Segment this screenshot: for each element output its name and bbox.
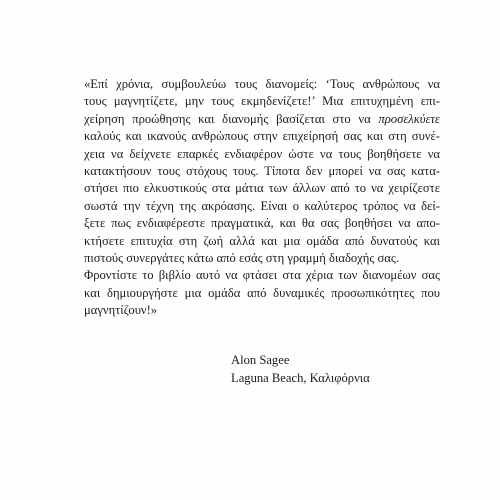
quote-line: και δημιουργήστε μια ομάδα από δυναμικές προσωπικότητες που xyxy=(84,285,440,300)
quote-line: σωστά την τέχνη της ακρόασης. Είναι ο καλύτερος τρόπος να δεί- xyxy=(84,198,440,213)
author-location: Laguna Beach, Καλιφόρνια xyxy=(231,371,370,385)
quote-line: «Επί χρόνια, συμβουλεύω τους διανομείς: ‘Τους ανθρώπους να xyxy=(84,77,440,91)
quote-emphasis: προσελκύετε xyxy=(378,111,440,126)
quote-line: κατακτήσουν τους στόχους τους. Τίποτα δεν μπορεί να σας κατα- xyxy=(84,164,440,179)
quote-line: χεια να δείχνετε επαρκές ενδιαφέρον ώστε να τους βοηθήσετε να xyxy=(84,146,440,161)
quote-line: ξετε πως ενδιαφέρεστε πραγματικά, και θα σας βοηθήσει να απο- xyxy=(84,216,440,231)
quote-paragraph xyxy=(84,76,440,320)
quote-line: τους μαγνητίζετε, μην τους εκμηδενίζετε!’ Μια επιτυχημένη επι- xyxy=(84,94,440,109)
quote-line: στήσει πιο ελκυστικούς στα μάτια των άλλων από το να χειρίζεστε xyxy=(84,181,440,196)
quote-line: Φροντίστε το βιβλίο αυτό να φτάσει στα χέρια των διανομέων σας xyxy=(84,268,440,283)
quote-line-text: χείρηση προώθησης και διανομής βασίζεται στο να xyxy=(84,111,379,126)
quote-line: καλούς και ικανούς ανθρώπους στην επιχείρησή σας και στη συνέ- xyxy=(84,129,440,144)
signature-block xyxy=(231,351,370,387)
quote-line xyxy=(84,111,440,128)
quote-line: μαγνητίζουν!» xyxy=(84,303,158,318)
quote-line: κτήσετε επιτυχία στη ζωή αλλά και μια ομάδα από δυνατούς και xyxy=(84,233,440,248)
quote-line: πιστούς συνεργάτες κάτω από εσάς στη γραμμή διαδοχής σας. xyxy=(84,251,400,266)
author-name: Alon Sagee xyxy=(231,353,290,367)
